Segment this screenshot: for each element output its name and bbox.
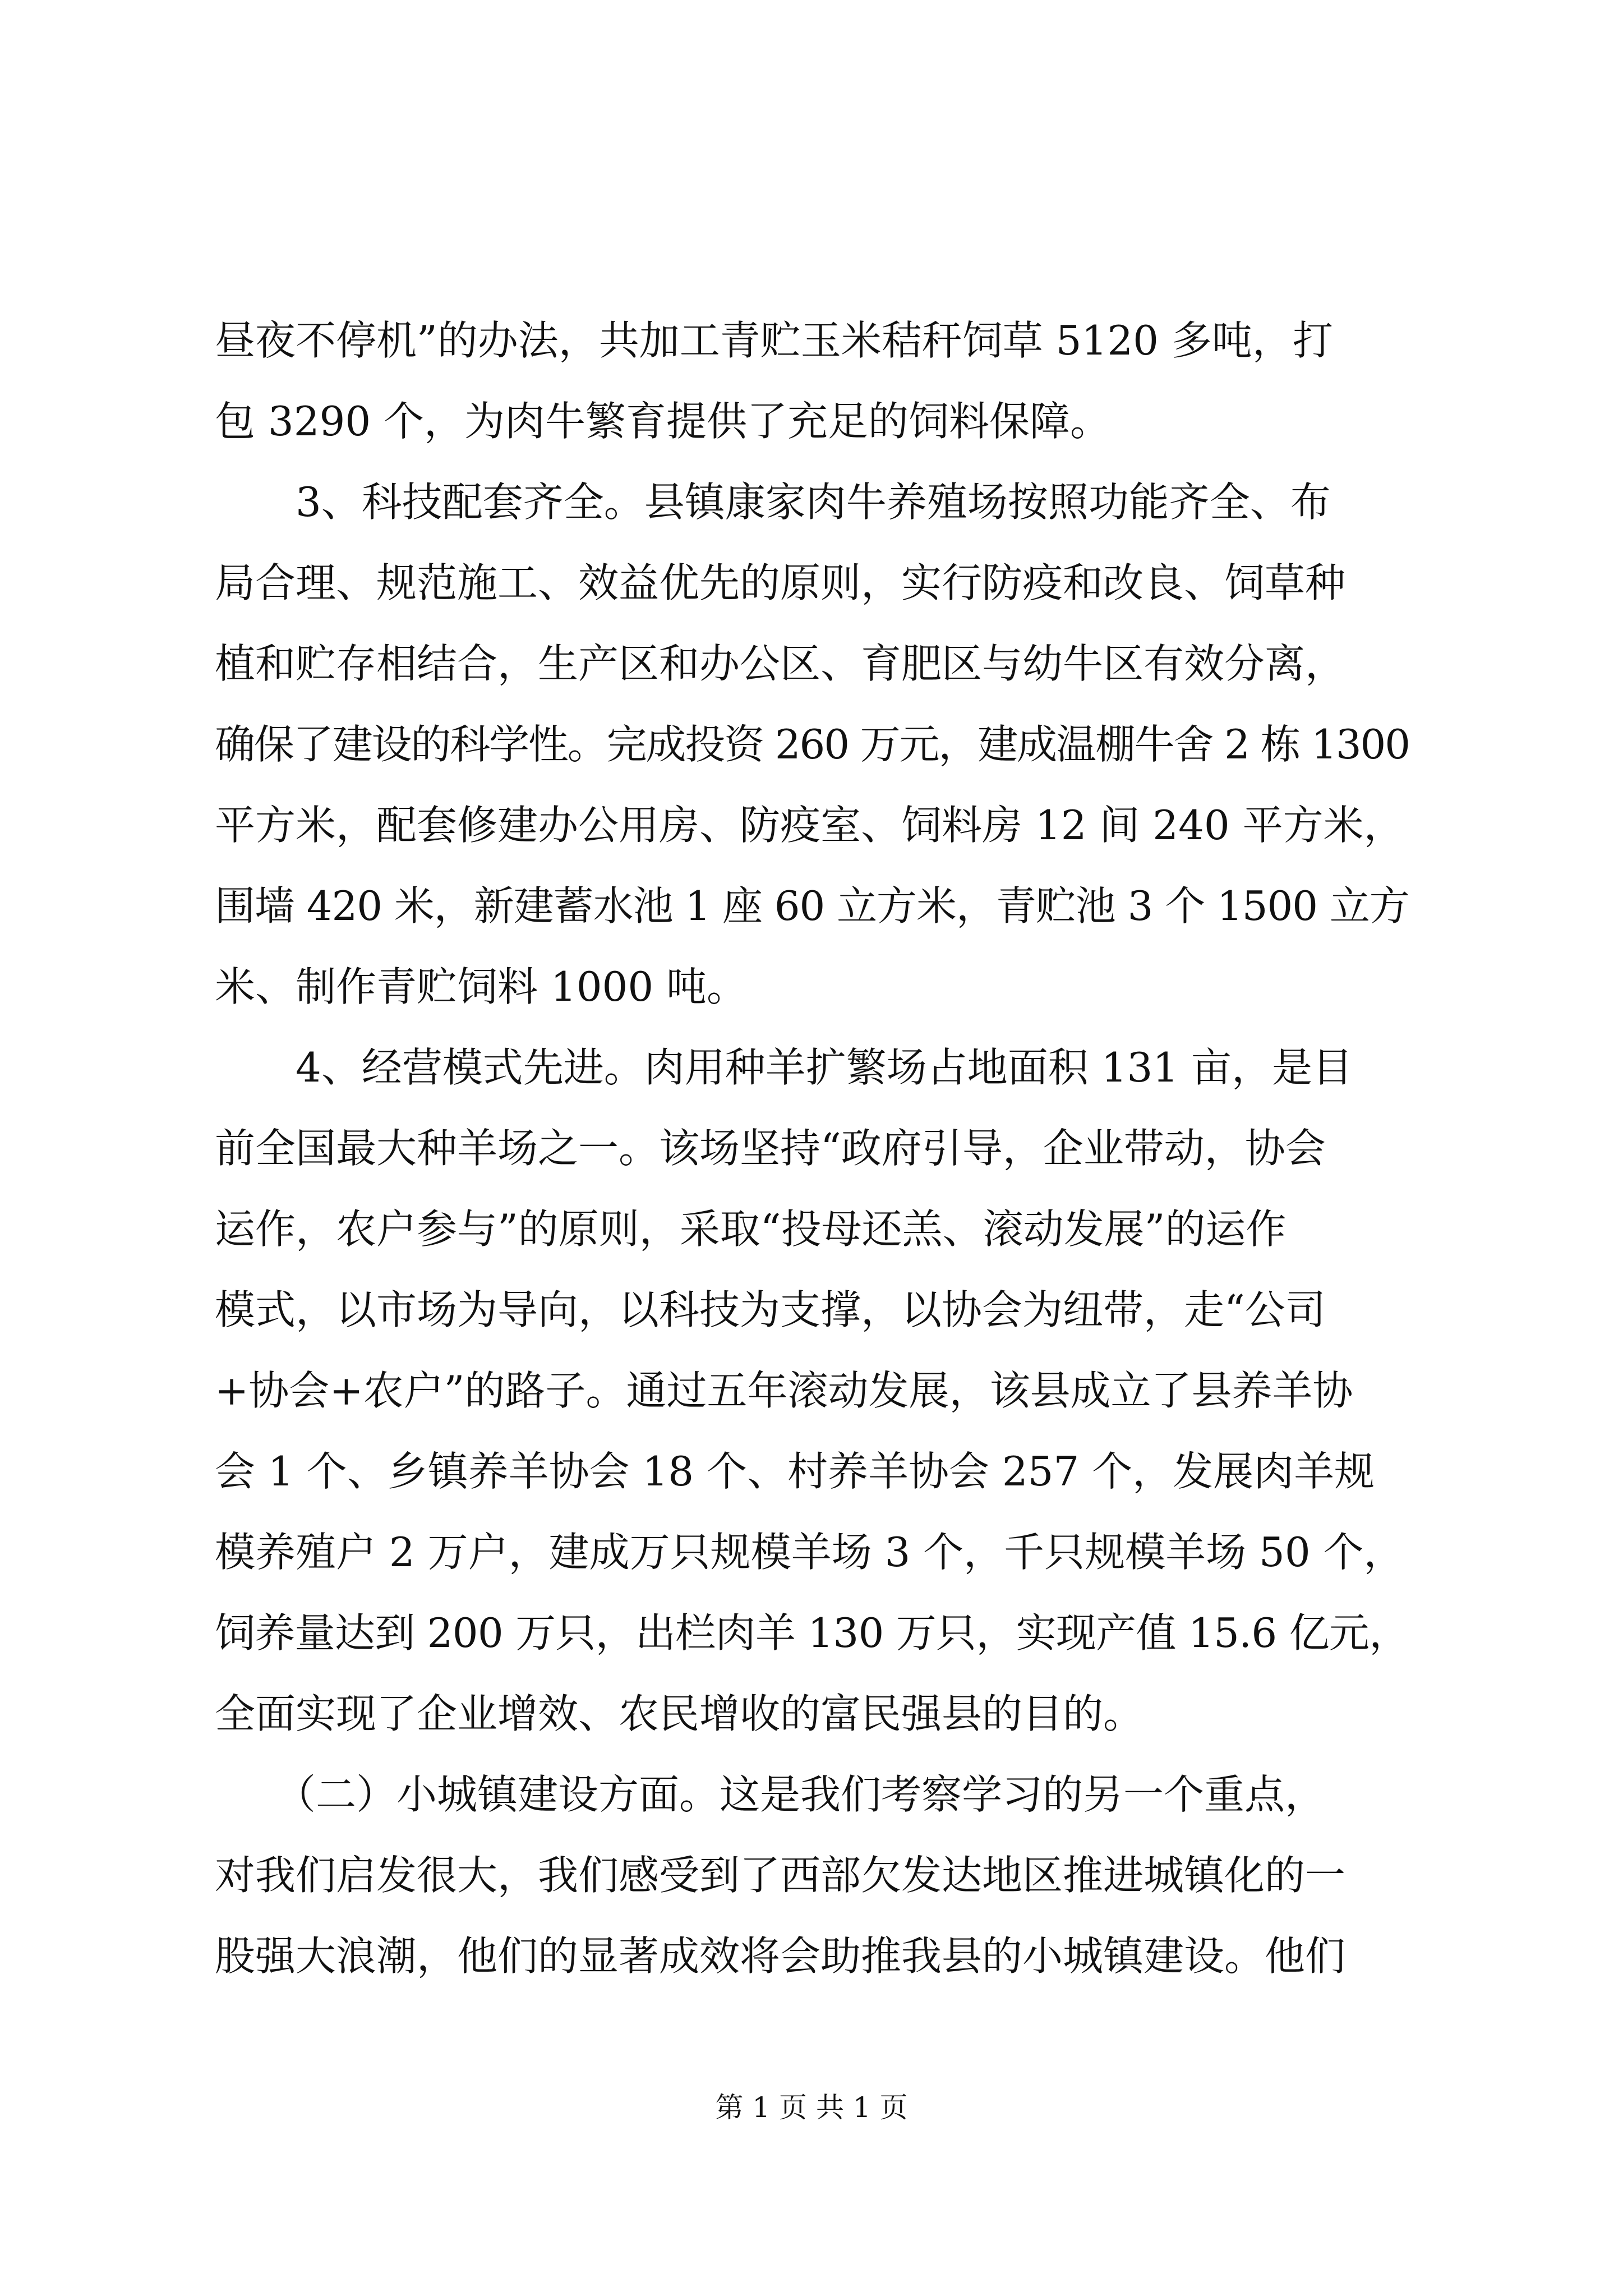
text-line: （二）小城镇建设方面。这是我们考察学习的另一个重点， xyxy=(215,1771,1326,1818)
text-line: 米、制作青贮饲料 1000 吨。 xyxy=(215,963,748,1010)
text-line: 模养殖户 2 万户，建成万只规模羊场 3 个，千只规模羊场 50 个， xyxy=(215,1529,1404,1576)
text-line: 局合理、规范施工、效益优先的原则，实行防疫和改良、饲草种 xyxy=(215,559,1346,606)
text-line: 股强大浪潮，他们的显著成效将会助推我县的小城镇建设。他们 xyxy=(215,1932,1346,1980)
text-line: 包 3290 个，为肉牛繁育提供了充足的饲料保障。 xyxy=(215,398,1111,445)
text-line: 3、科技配套齐全。县镇康家肉牛养殖场按照功能齐全、布 xyxy=(215,478,1331,526)
text-line: 运作，农户参与”的原则，采取“投母还羔、滚动发展”的运作 xyxy=(215,1205,1287,1253)
text-line: +协会+农户”的路子。通过五年滚动发展，该县成立了县养羊协 xyxy=(215,1367,1353,1414)
text-line: 饲养量达到 200 万只，出栏肉羊 130 万只，实现产值 15.6 亿元， xyxy=(215,1609,1409,1657)
text-line: 前全国最大种羊场之一。该场坚持“政府引导，企业带动，协会 xyxy=(215,1125,1326,1172)
text-line: 平方米，配套修建办公用房、防疫室、饲料房 12 间 240 平方米， xyxy=(215,802,1404,849)
text-line: 全面实现了企业增效、农民增收的富民强县的目的。 xyxy=(215,1690,1144,1737)
text-line: 植和贮存相结合，生产区和办公区、育肥区与幼牛区有效分离， xyxy=(215,640,1346,687)
text-line: 模式，以市场为导向，以科技为支撑，以协会为纽带，走“公司 xyxy=(215,1286,1326,1333)
text-line: 围墙 420 米，新建蓄水池 1 座 60 立方米，青贮池 3 个 1500 立方 xyxy=(215,882,1409,930)
text-line: 会 1 个、乡镇养羊协会 18 个、村养羊协会 257 个，发展肉羊规 xyxy=(215,1448,1375,1495)
document-body xyxy=(215,300,1409,1996)
page-footer: 第 1 页 共 1 页 xyxy=(715,2091,908,2124)
text-line: 对我们启发很大，我们感受到了西部欠发达地区推进城镇化的一 xyxy=(215,1852,1346,1899)
text-line: 昼夜不停机”的办法，共加工青贮玉米秸秆饲草 5120 多吨，打 xyxy=(215,317,1333,364)
text-line: 4、经营模式先进。肉用种羊扩繁场占地面积 131 亩，是目 xyxy=(215,1044,1353,1091)
text-line: 确保了建设的科学性。完成投资 260 万元，建成温棚牛舍 2 栋 1300 xyxy=(215,721,1409,768)
